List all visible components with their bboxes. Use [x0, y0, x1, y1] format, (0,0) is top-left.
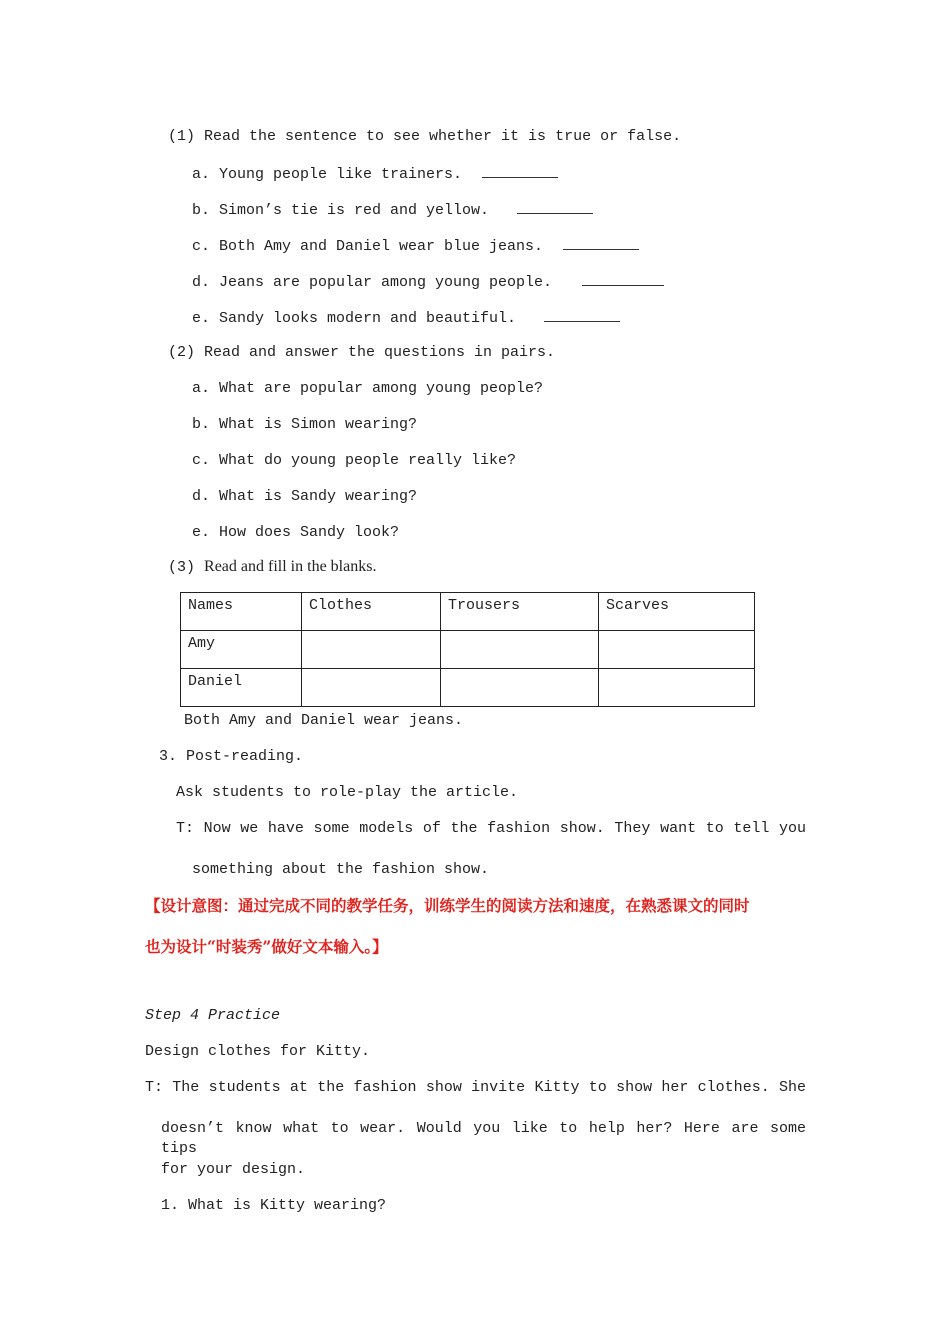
table-cell-blank[interactable] [302, 669, 441, 707]
answer-blank-d[interactable] [582, 271, 664, 286]
post-reading-instruction: Ask students to role-play the article. [176, 784, 519, 801]
table-header-cell: Trousers [441, 593, 599, 631]
question-item-c: c. What do young people really like? [192, 452, 517, 469]
design-intent-line2: 也为设计“时装秀”做好文本输入。】 [145, 937, 388, 956]
table-cell-name: Amy [181, 631, 302, 669]
table-header-cell: Clothes [302, 593, 441, 631]
table-cell-name: Daniel [181, 669, 302, 707]
section3-title: Read and fill in the blanks. [204, 558, 377, 575]
step4-teacher-line1: T: The students at the fashion show invite Kitty to show her clothes. She [145, 1079, 806, 1096]
answer-blank-e[interactable] [544, 307, 620, 322]
post-reading-teacher-line-cont: something about the fashion show. [192, 861, 490, 878]
step4-question1: 1. What is Kitty wearing? [161, 1197, 387, 1214]
table-cell-blank[interactable] [302, 631, 441, 669]
table-header-row [181, 593, 755, 631]
step4-teacher-line3: for your design. [161, 1161, 306, 1178]
table-cell-blank[interactable] [599, 631, 755, 669]
section3-number: (3) [168, 559, 196, 576]
table-header-cell: Names [181, 593, 302, 631]
question-item-b: b. What is Simon wearing? [192, 416, 418, 433]
step4-title: Step 4 Practice [145, 1007, 281, 1024]
table-cell-blank[interactable] [441, 669, 599, 707]
table-cell-blank[interactable] [441, 631, 599, 669]
section3-heading [168, 557, 376, 578]
question-item-e: e. How does Sandy look? [192, 524, 400, 541]
step4-subtitle: Design clothes for Kitty. [145, 1043, 371, 1060]
answer-blank-b[interactable] [517, 199, 593, 214]
answer-blank-a[interactable] [482, 163, 558, 178]
table-note: Both Amy and Daniel wear jeans. [184, 712, 464, 729]
true-false-item-c: c. Both Amy and Daniel wear blue jeans. [192, 235, 639, 257]
question-item-d: d. What is Sandy wearing? [192, 488, 418, 505]
step4-teacher-line2: doesn’t know what to wear. Would you like to help her? Here are some tips [161, 1120, 806, 1157]
section2-heading: (2) Read and answer the questions in pairs. [168, 344, 556, 361]
question-item-a: a. What are popular among young people? [192, 380, 544, 397]
table-row [181, 669, 755, 707]
answer-blank-c[interactable] [563, 235, 639, 250]
design-intent-line1: 【设计意图：通过完成不同的教学任务，训练学生的阅读方法和速度，在熟悉课文的同时 [145, 896, 750, 915]
fill-in-table [180, 592, 755, 707]
post-reading-teacher-line: T: Now we have some models of the fashion show. They want to tell you [176, 820, 806, 837]
true-false-item-a: a. Young people like trainers. [192, 163, 558, 185]
table-row [181, 631, 755, 669]
section1-heading: (1) Read the sentence to see whether it is true or false. [168, 128, 682, 145]
true-false-item-b: b. Simon’s tie is red and yellow. [192, 199, 593, 221]
table-header-cell: Scarves [599, 593, 755, 631]
post-reading-title: 3. Post-reading. [159, 748, 304, 765]
table-cell-blank[interactable] [599, 669, 755, 707]
true-false-item-e: e. Sandy looks modern and beautiful. [192, 307, 620, 329]
true-false-item-d: d. Jeans are popular among young people. [192, 271, 664, 293]
